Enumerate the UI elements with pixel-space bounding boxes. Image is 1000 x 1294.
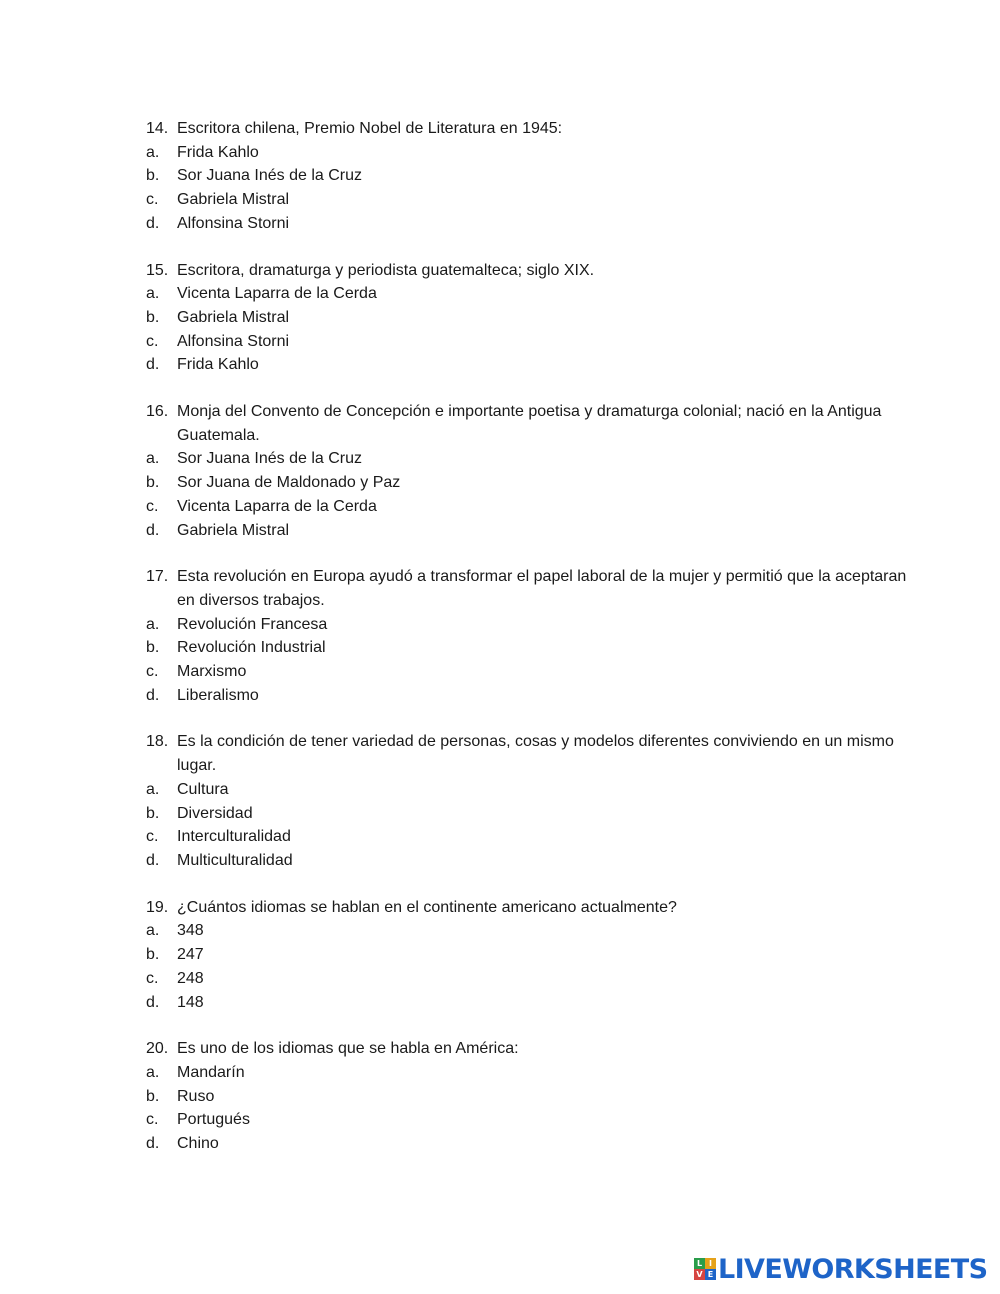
- liveworksheets-logo-icon: [694, 1258, 716, 1280]
- option-letter: a.: [146, 285, 160, 303]
- answer-option[interactable]: [146, 447, 926, 471]
- answer-option[interactable]: [146, 684, 926, 708]
- answer-option[interactable]: [146, 967, 926, 991]
- answer-option[interactable]: [146, 1108, 926, 1132]
- option-text: Ruso: [177, 1087, 215, 1105]
- option-letter: d.: [146, 686, 160, 704]
- logo-mark-letter: I: [705, 1258, 716, 1269]
- logo-mark-letter: V: [694, 1269, 705, 1280]
- option-letter: a.: [146, 450, 160, 468]
- option-letter: a.: [146, 780, 160, 798]
- question-text: Es uno de los idiomas que se habla en América:: [177, 1040, 519, 1058]
- question-number: 14.: [146, 120, 169, 137]
- option-letter: d.: [146, 993, 160, 1011]
- question-19: [146, 896, 926, 1015]
- option-text: Revolución Francesa: [177, 615, 328, 633]
- question-text: Es la condición de tener variedad de personas, cosas y modelos diferentes conviviendo en un mismo lugar.: [177, 733, 894, 775]
- question-number: 17.: [146, 568, 169, 586]
- option-letter: a.: [146, 143, 160, 161]
- option-text: Sor Juana de Maldonado y Paz: [177, 474, 401, 492]
- question-number: 18.: [146, 733, 169, 751]
- answer-option[interactable]: [146, 495, 926, 519]
- option-text: Vicenta Laparra de la Cerda: [177, 497, 377, 515]
- answer-option[interactable]: [146, 519, 926, 543]
- answer-option[interactable]: [146, 849, 926, 873]
- option-text: Diversidad: [177, 804, 253, 822]
- logo-text: LIVEWORKSHEETS: [718, 1253, 988, 1285]
- question-stem: [146, 259, 926, 283]
- question-text: Escritora chilena, Premio Nobel de Literatura en 1945:: [177, 120, 563, 137]
- question-stem: [146, 1037, 926, 1061]
- question-text: Escritora, dramaturga y periodista guatemalteca; siglo XIX.: [177, 261, 595, 279]
- answer-option[interactable]: [146, 1061, 926, 1085]
- option-letter: c.: [146, 191, 159, 209]
- option-letter: d.: [146, 1135, 160, 1153]
- answer-option[interactable]: [146, 636, 926, 660]
- question-stem: [146, 730, 926, 777]
- option-text: Alfonsina Storni: [177, 332, 290, 350]
- question-14: [146, 117, 926, 236]
- option-letter: a.: [146, 615, 160, 633]
- answer-option[interactable]: [146, 991, 926, 1015]
- question-stem: [146, 896, 926, 920]
- answer-option[interactable]: [146, 164, 926, 188]
- option-letter: d.: [146, 356, 160, 374]
- option-letter: b.: [146, 946, 160, 964]
- answer-option[interactable]: [146, 660, 926, 684]
- question-text: Esta revolución en Europa ayudó a transformar el papel laboral de la mujer y permitió que la aceptaran en diversos trabajos.: [177, 568, 907, 609]
- option-letter: d.: [146, 521, 160, 539]
- answer-option[interactable]: [146, 1085, 926, 1109]
- option-text: Portugués: [177, 1111, 250, 1129]
- question-15: [146, 259, 926, 378]
- option-text: Vicenta Laparra de la Cerda: [177, 285, 377, 303]
- question-17: [146, 565, 926, 707]
- answer-option[interactable]: [146, 943, 926, 967]
- option-text: Frida Kahlo: [177, 143, 259, 161]
- option-letter: b.: [146, 639, 160, 657]
- option-letter: b.: [146, 804, 160, 822]
- answer-option[interactable]: [146, 188, 926, 212]
- logo-mark-letter: E: [705, 1269, 716, 1280]
- question-stem: [146, 565, 926, 612]
- answer-option[interactable]: [146, 1132, 926, 1156]
- question-text: Monja del Convento de Concepción e importante poetisa y dramaturga colonial; nació en la Antigua Guatemala.: [177, 403, 882, 444]
- answer-option[interactable]: [146, 282, 926, 306]
- logo-mark-letter: L: [694, 1258, 705, 1269]
- answer-option[interactable]: [146, 306, 926, 330]
- option-text: Multiculturalidad: [177, 851, 293, 869]
- answer-option[interactable]: [146, 825, 926, 849]
- option-text: Gabriela Mistral: [177, 521, 290, 539]
- option-text: Liberalismo: [177, 686, 259, 704]
- option-letter: c.: [146, 497, 159, 515]
- option-text: Frida Kahlo: [177, 356, 259, 374]
- question-number: 20.: [146, 1040, 169, 1058]
- question-18: [146, 730, 926, 872]
- option-text: Interculturalidad: [177, 828, 291, 846]
- option-text: Gabriela Mistral: [177, 308, 290, 326]
- option-letter: c.: [146, 1111, 159, 1129]
- answer-option[interactable]: [146, 212, 926, 236]
- option-text: Marxismo: [177, 663, 247, 681]
- answer-option[interactable]: [146, 141, 926, 165]
- option-letter: c.: [146, 828, 159, 846]
- question-number: 19.: [146, 898, 169, 916]
- option-letter: c.: [146, 332, 159, 350]
- option-text: Alfonsina Storni: [177, 214, 290, 232]
- answer-option[interactable]: [146, 802, 926, 826]
- option-letter: d.: [146, 214, 160, 232]
- question-stem: [146, 400, 926, 447]
- quiz-questions: [146, 117, 926, 1179]
- liveworksheets-logo: [694, 1255, 987, 1283]
- question-20: [146, 1037, 926, 1156]
- option-letter: d.: [146, 851, 160, 869]
- option-text: Chino: [177, 1135, 219, 1153]
- option-letter: b.: [146, 1087, 160, 1105]
- option-text: Revolución Industrial: [177, 639, 326, 657]
- option-text: 247: [177, 946, 204, 964]
- option-letter: b.: [146, 167, 160, 185]
- question-stem: [146, 117, 926, 141]
- option-text: 148: [177, 993, 204, 1011]
- answer-option[interactable]: [146, 330, 926, 354]
- option-letter: b.: [146, 474, 160, 492]
- option-text: Cultura: [177, 780, 229, 798]
- option-text: 248: [177, 969, 204, 987]
- option-text: Gabriela Mistral: [177, 191, 290, 209]
- option-letter: c.: [146, 969, 159, 987]
- question-text: ¿Cuántos idiomas se hablan en el continente americano actualmente?: [177, 898, 677, 916]
- question-16: [146, 400, 926, 542]
- option-text: Mandarín: [177, 1063, 245, 1081]
- option-letter: a.: [146, 1063, 160, 1081]
- answer-option[interactable]: [146, 353, 926, 377]
- question-number: 16.: [146, 403, 169, 421]
- question-number: 15.: [146, 261, 169, 279]
- answer-option[interactable]: [146, 471, 926, 495]
- answer-option[interactable]: [146, 919, 926, 943]
- option-letter: c.: [146, 663, 159, 681]
- option-letter: a.: [146, 922, 160, 940]
- option-text: Sor Juana Inés de la Cruz: [177, 450, 362, 468]
- answer-option[interactable]: [146, 613, 926, 637]
- answer-option[interactable]: [146, 778, 926, 802]
- option-text: Sor Juana Inés de la Cruz: [177, 167, 362, 185]
- option-letter: b.: [146, 308, 160, 326]
- option-text: 348: [177, 922, 204, 940]
